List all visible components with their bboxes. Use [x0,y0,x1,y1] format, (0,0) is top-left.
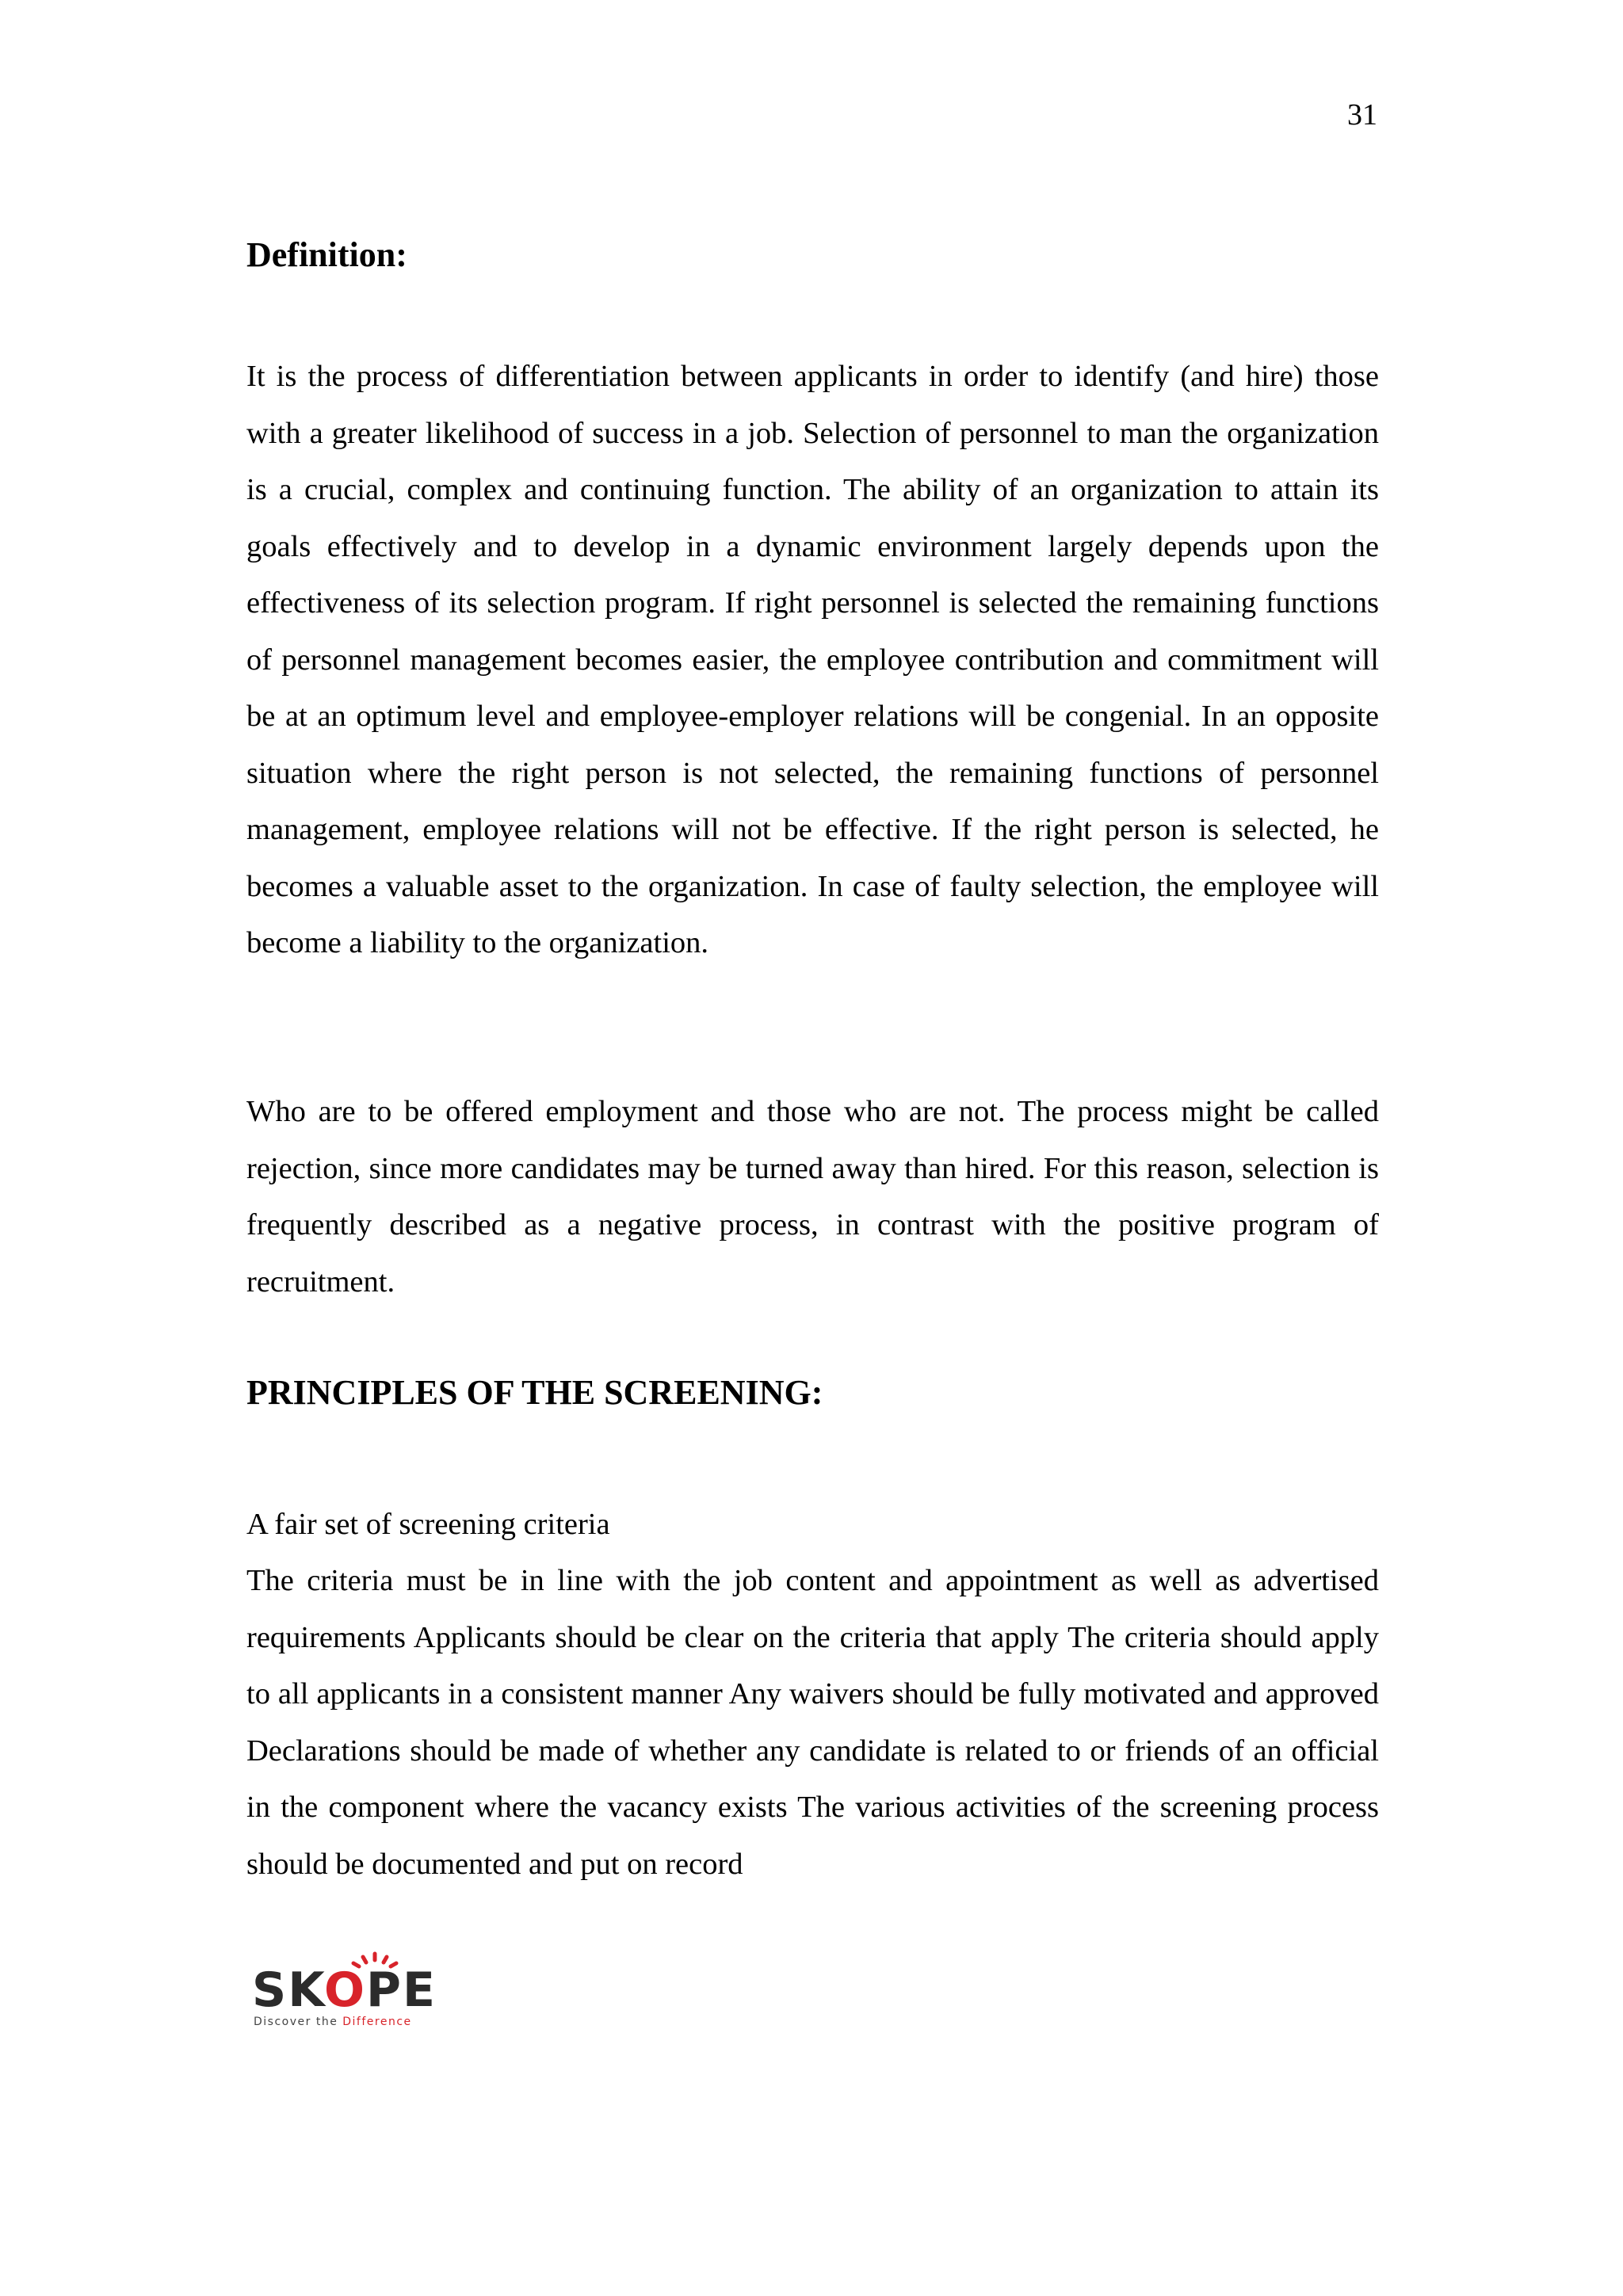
skope-logo [252,1955,450,2027]
logo-tagline [254,2016,412,2028]
criteria-paragraph: The criteria must be in line with the job content and appointment as well as advertised requirements Applicants should be clear on the criteria that apply The criteria should apply to all applicants in a consistent manner Any waivers should be fully motivated and approved Declarations should be made of whether any candidate is related to or friends of an official in the component where the vacancy exists The various activities of the screening process should be documented and put on record [246,1564,1379,1881]
logo-tagline-part1: Discover the [254,2016,343,2028]
logo-brand-part2: O [324,1962,367,2018]
logo-brand-text [252,1962,437,2018]
page-number: 31 [1347,98,1377,132]
selection-paragraph: Who are to be offered employment and those who are not. The process might be called rejection, since more candidates may be turned away than hired. For this reason, selection is frequently described as a negative process, in contrast with the positive program of recruitment. [246,1095,1379,1299]
criteria-title: A fair set of screening criteria [246,1508,610,1541]
definition-paragraph: It is the process of differentiation between applicants in order to identify (and hire) those with a greater likelihood of success in a job. Selection of personnel to man the organization is a crucial, complex and continuing function. The ability of an organization to attain its goals effectively and to develop in a dynamic environment largely depends upon the effectiveness of its selection program. If right personnel is selected the remaining functions of personnel management becomes easier, the employee contribution and commitment will be at an optimum level and employee-employer relations will be congenial. In an opposite situation where the right person is not selected, the remaining functions of personnel management, employee relations will not be effective. If the right person is selected, he becomes a valuable asset to the organization. In case of faulty selection, the employee will become a liability to the organization. [246,360,1379,959]
definition-heading: Definition: [246,235,407,274]
logo-brand-part3: PE [366,1962,437,2018]
logo-tagline-part2: Difference [342,2016,412,2028]
logo-brand-part1: SK [252,1962,325,2018]
principles-heading: PRINCIPLES OF THE SCREENING: [246,1373,823,1412]
